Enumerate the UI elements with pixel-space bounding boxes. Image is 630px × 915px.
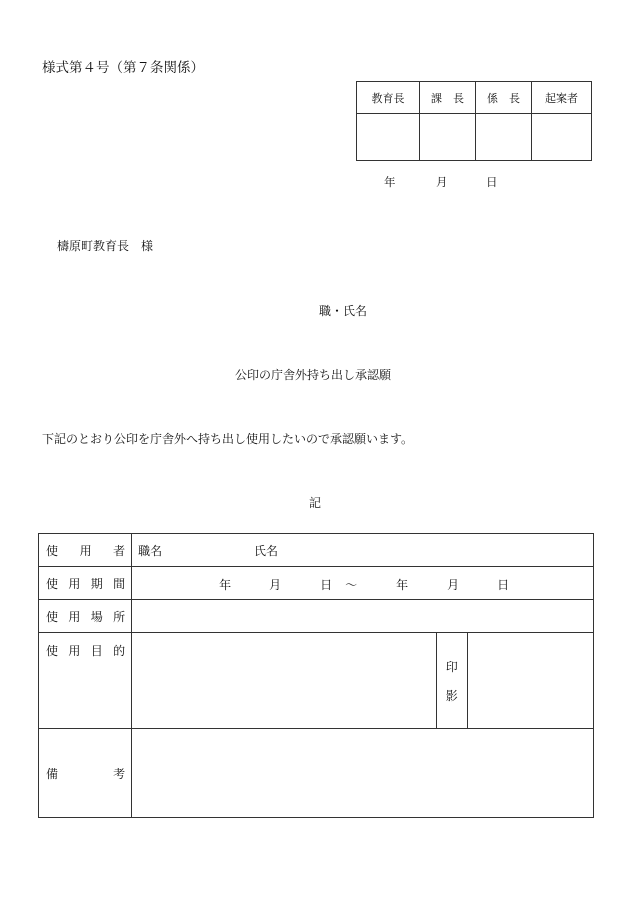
recipient: 檮原町教育長 様 (57, 239, 154, 253)
row-remarks (39, 729, 594, 818)
place-value-cell (132, 600, 594, 633)
approval-header-drafter: 起案者 (532, 82, 592, 114)
label-user: 使 用 者 (39, 534, 132, 567)
label-purpose: 使 用 目 的 (39, 633, 132, 729)
approval-box-drafter (532, 114, 592, 161)
purpose-value-cell (132, 633, 437, 729)
row-user (39, 534, 594, 567)
approval-box-subsection-chief (476, 114, 532, 161)
row-place (39, 600, 594, 633)
stamp-impression-box (467, 633, 593, 729)
row-period (39, 567, 594, 600)
approval-header-subsection-chief: 係 長 (476, 82, 532, 114)
request-body-text: 下記のとおり公印を庁舎外へ持ち出し使用したいので承認願います。 (42, 432, 414, 446)
ki-heading: 記 (309, 496, 322, 510)
label-place: 使 用 場 所 (39, 600, 132, 633)
date-year-label: 年 (384, 175, 396, 189)
document-title: 公印の庁舎外持ち出し承認願 (235, 368, 392, 382)
approval-box-superintendent (357, 114, 420, 161)
label-period: 使 用 期 間 (39, 567, 132, 600)
approval-box-section-chief (420, 114, 476, 161)
user-name-label: 氏名 (254, 543, 279, 558)
user-position-label: 職名 (138, 543, 163, 558)
form-number: 様式第４号（第７条関係） (42, 60, 204, 76)
period-value-cell: 年 月 日 ～ 年 月 日 (132, 567, 594, 600)
details-table (38, 533, 594, 818)
applicant-position-name-label: 職・氏名 (319, 304, 368, 318)
approval-header-section-chief: 課 長 (420, 82, 476, 114)
row-purpose (39, 633, 594, 729)
date-day-label: 日 (486, 175, 498, 189)
approval-stamp-table (356, 81, 592, 161)
stamp-impression-label-cell: 印 影 (436, 633, 467, 729)
date-month-label: 月 (436, 175, 448, 189)
approval-header-superintendent: 教育長 (357, 82, 420, 114)
user-value-cell (132, 534, 594, 567)
label-remarks: 備 考 (39, 729, 132, 818)
remarks-value-cell (132, 729, 594, 818)
